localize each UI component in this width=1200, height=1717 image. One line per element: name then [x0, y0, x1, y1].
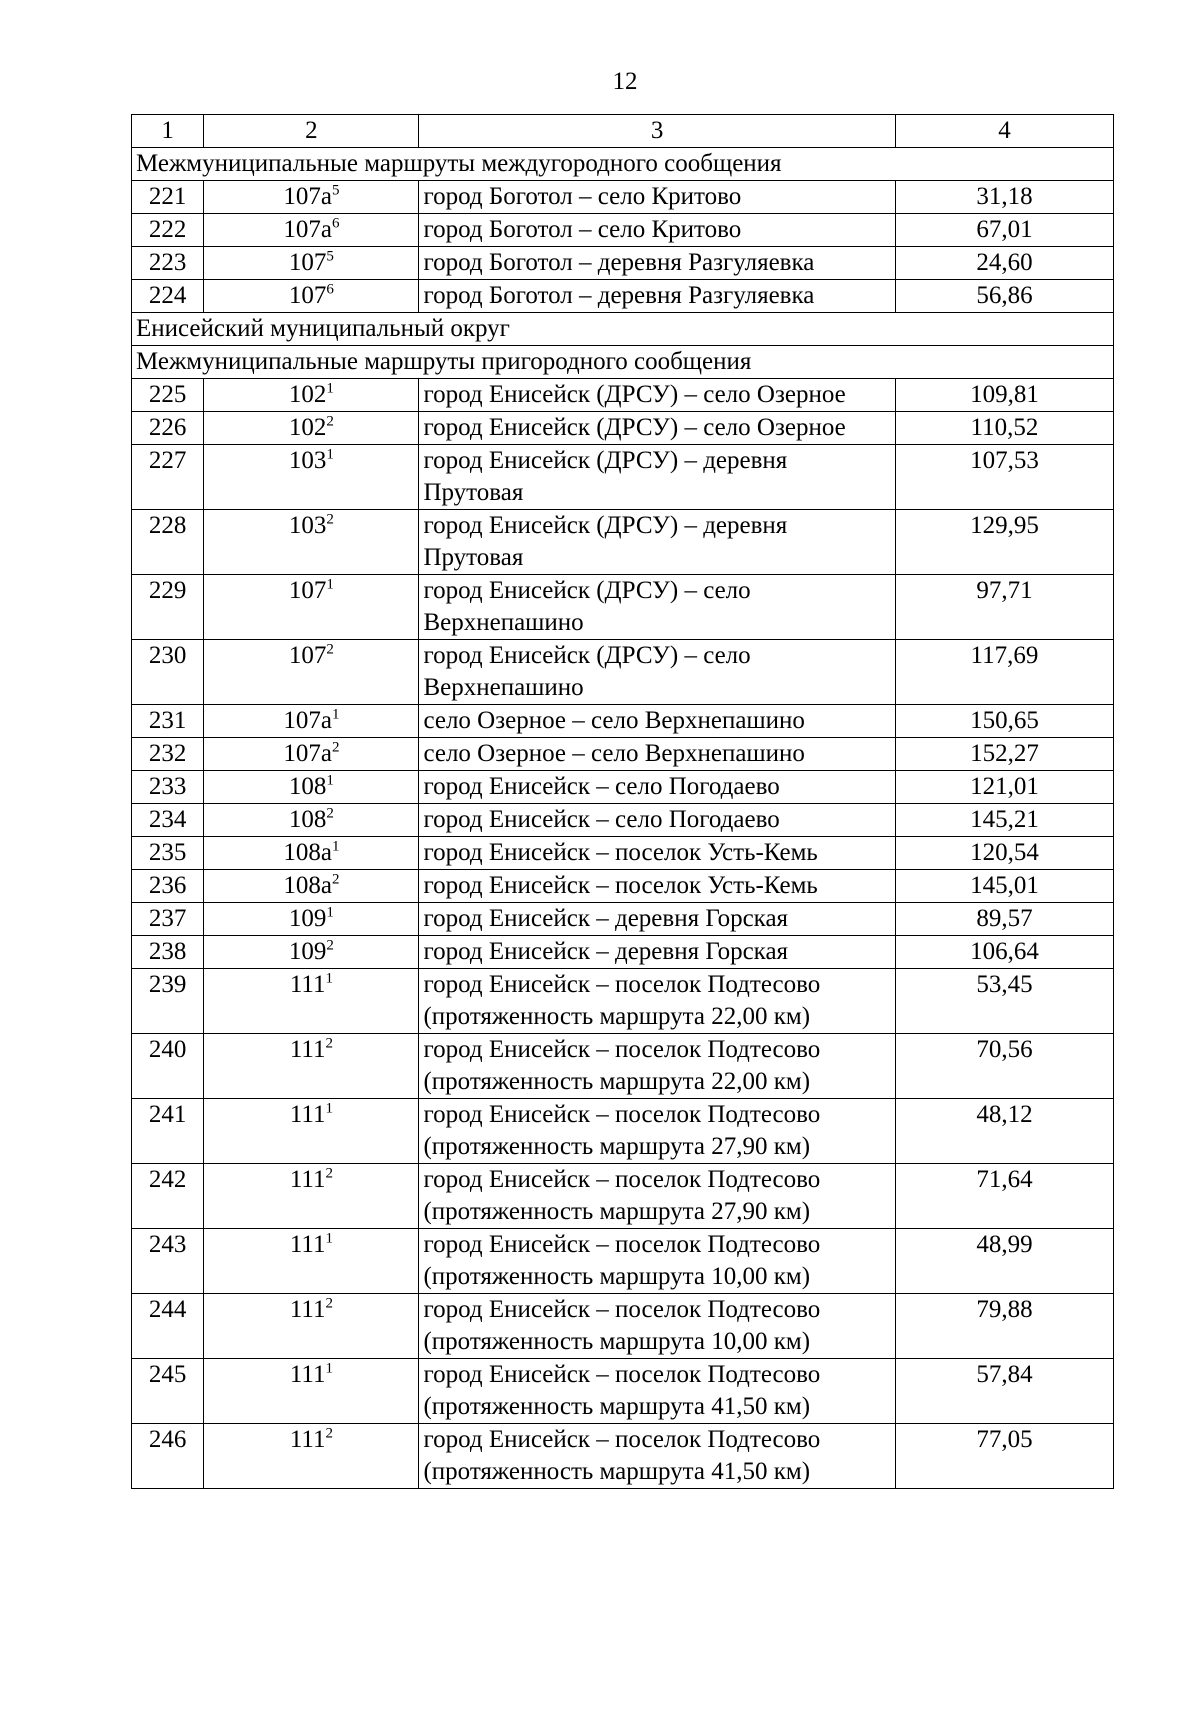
route-number [204, 214, 419, 247]
route-value: 150,65 [895, 705, 1113, 738]
route-number [204, 575, 419, 640]
route-number [204, 412, 419, 445]
table-row [132, 837, 1114, 870]
row-number: 226 [132, 412, 204, 445]
route-number-base: 111 [289, 1231, 326, 1258]
route-value: 120,54 [895, 837, 1113, 870]
route-number-base: 107 [288, 249, 327, 276]
route-number-superscript: 1 [325, 970, 333, 987]
table-row [132, 705, 1114, 738]
row-number: 231 [132, 705, 204, 738]
route-number-superscript: 1 [325, 1360, 333, 1377]
route-number-base: 111 [289, 1036, 326, 1063]
route-name: город Боготол – деревня Разгуляевка [419, 247, 895, 280]
route-value: 152,27 [895, 738, 1113, 771]
route-value: 145,01 [895, 870, 1113, 903]
route-value: 106,64 [895, 936, 1113, 969]
table-row [132, 1229, 1114, 1294]
route-name: город Енисейск (ДРСУ) – село Верхнепашино [419, 575, 895, 640]
route-number-superscript: 2 [331, 739, 340, 756]
route-value: 145,21 [895, 804, 1113, 837]
route-number [204, 1359, 419, 1424]
route-number-base: 107 [288, 577, 327, 604]
row-number: 238 [132, 936, 204, 969]
route-number-base: 111 [289, 1426, 326, 1453]
route-number-base: 111 [289, 1101, 326, 1128]
route-number-base: 109 [288, 905, 327, 932]
table-row [132, 640, 1114, 705]
row-number: 244 [132, 1294, 204, 1359]
route-number-superscript: 2 [325, 1295, 333, 1312]
route-name: город Енисейск – поселок Подтесово (протяженность маршрута 22,00 км) [419, 1034, 895, 1099]
route-number-base: 107а [283, 740, 332, 767]
route-value: 57,84 [895, 1359, 1113, 1424]
row-number: 239 [132, 969, 204, 1034]
route-number-superscript: 2 [325, 1425, 333, 1442]
header-col-3: 3 [419, 115, 895, 148]
route-number-superscript: 5 [326, 248, 334, 265]
table-row [132, 1294, 1114, 1359]
route-number-base: 107а [283, 216, 332, 243]
route-name: город Енисейск – деревня Горская [419, 903, 895, 936]
route-number-base: 107а [283, 183, 332, 210]
route-name: город Енисейск – поселок Подтесово (протяженность маршрута 41,50 км) [419, 1359, 895, 1424]
row-number: 236 [132, 870, 204, 903]
table-row [132, 1034, 1114, 1099]
table-row [132, 280, 1114, 313]
route-number-superscript: 1 [331, 706, 340, 723]
route-name: город Енисейск – поселок Усть-Кемь [419, 870, 895, 903]
header-row [132, 115, 1114, 148]
row-number: 246 [132, 1424, 204, 1489]
route-number [204, 1424, 419, 1489]
route-value: 97,71 [895, 575, 1113, 640]
section-row [132, 148, 1114, 181]
section-row [132, 346, 1114, 379]
route-name: город Енисейск (ДРСУ) – село Озерное [419, 412, 895, 445]
route-number-superscript: 1 [331, 838, 340, 855]
route-number-superscript: 2 [325, 1035, 333, 1052]
route-number [204, 247, 419, 280]
route-name: село Озерное – село Верхнепашино [419, 738, 895, 771]
route-number-base: 107а [283, 707, 332, 734]
route-number-superscript: 6 [326, 281, 334, 298]
route-value: 56,86 [895, 280, 1113, 313]
route-number [204, 181, 419, 214]
table-row [132, 804, 1114, 837]
route-name: село Озерное – село Верхнепашино [419, 705, 895, 738]
route-value: 70,56 [895, 1034, 1113, 1099]
route-number-base: 107 [288, 642, 327, 669]
route-name: город Енисейск – поселок Подтесово (протяженность маршрута 22,00 км) [419, 969, 895, 1034]
route-number [204, 837, 419, 870]
route-value: 24,60 [895, 247, 1113, 280]
route-name: город Енисейск (ДРСУ) – деревня Прутовая [419, 445, 895, 510]
route-name: город Енисейск – деревня Горская [419, 936, 895, 969]
route-value: 110,52 [895, 412, 1113, 445]
row-number: 224 [132, 280, 204, 313]
route-number [204, 1034, 419, 1099]
route-number-base: 108 [288, 806, 327, 833]
route-value: 129,95 [895, 510, 1113, 575]
route-name: город Енисейск (ДРСУ) – село Озерное [419, 379, 895, 412]
route-name: город Енисейск – поселок Усть-Кемь [419, 837, 895, 870]
route-name: город Боготол – село Критово [419, 181, 895, 214]
section-row [132, 313, 1114, 346]
route-number-superscript: 2 [326, 413, 334, 430]
route-number [204, 771, 419, 804]
route-number-superscript: 1 [325, 1230, 333, 1247]
table-row [132, 247, 1114, 280]
route-number-base: 111 [289, 971, 326, 998]
route-number-base: 103 [288, 447, 327, 474]
table-row [132, 445, 1114, 510]
table-row [132, 903, 1114, 936]
route-value: 71,64 [895, 1164, 1113, 1229]
table-row [132, 379, 1114, 412]
route-number [204, 903, 419, 936]
table-row [132, 738, 1114, 771]
row-number: 228 [132, 510, 204, 575]
route-number-base: 103 [288, 512, 327, 539]
route-number-superscript: 1 [326, 446, 334, 463]
table-row [132, 771, 1114, 804]
table-row [132, 181, 1114, 214]
route-number-base: 108 [288, 773, 327, 800]
route-number-base: 109 [288, 938, 327, 965]
route-number [204, 640, 419, 705]
route-name: город Енисейск – поселок Подтесово (протяженность маршрута 41,50 км) [419, 1424, 895, 1489]
route-number [204, 936, 419, 969]
route-number [204, 804, 419, 837]
route-name: город Енисейск – поселок Подтесово (протяженность маршрута 10,00 км) [419, 1229, 895, 1294]
row-number: 245 [132, 1359, 204, 1424]
row-number: 235 [132, 837, 204, 870]
route-number-superscript: 2 [331, 871, 340, 888]
route-value: 67,01 [895, 214, 1113, 247]
route-value: 53,45 [895, 969, 1113, 1034]
section-title: Межмуниципальные маршруты пригородного сообщения [132, 346, 1114, 379]
header-col-2: 2 [204, 115, 419, 148]
route-number [204, 1099, 419, 1164]
table-row [132, 870, 1114, 903]
route-number-superscript: 1 [326, 380, 334, 397]
row-number: 241 [132, 1099, 204, 1164]
route-value: 31,18 [895, 181, 1113, 214]
route-value: 107,53 [895, 445, 1113, 510]
route-name: город Енисейск (ДРСУ) – село Верхнепашино [419, 640, 895, 705]
route-name: город Боготол – село Критово [419, 214, 895, 247]
route-number [204, 969, 419, 1034]
header-col-1: 1 [132, 115, 204, 148]
row-number: 223 [132, 247, 204, 280]
row-number: 225 [132, 379, 204, 412]
row-number: 243 [132, 1229, 204, 1294]
row-number: 237 [132, 903, 204, 936]
table-row [132, 412, 1114, 445]
section-title: Енисейский муниципальный округ [132, 313, 1114, 346]
route-number [204, 1294, 419, 1359]
row-number: 221 [132, 181, 204, 214]
route-value: 48,99 [895, 1229, 1113, 1294]
route-number-base: 108а [283, 839, 332, 866]
route-number-base: 111 [289, 1296, 326, 1323]
route-name: город Енисейск – поселок Подтесово (протяженность маршрута 27,90 км) [419, 1099, 895, 1164]
table-row [132, 214, 1114, 247]
route-name: город Енисейск (ДРСУ) – деревня Прутовая [419, 510, 895, 575]
route-value: 77,05 [895, 1424, 1113, 1489]
route-name: город Боготол – деревня Разгуляевка [419, 280, 895, 313]
route-number [204, 510, 419, 575]
row-number: 230 [132, 640, 204, 705]
route-name: город Енисейск – село Погодаево [419, 804, 895, 837]
route-number-superscript: 1 [326, 772, 334, 789]
route-number [204, 1164, 419, 1229]
page-number: 12 [612, 68, 638, 95]
route-number-superscript: 2 [326, 805, 334, 822]
route-number [204, 705, 419, 738]
route-number-superscript: 1 [326, 904, 334, 921]
table-row [132, 969, 1114, 1034]
row-number: 240 [132, 1034, 204, 1099]
route-number-base: 108а [283, 872, 332, 899]
route-value: 121,01 [895, 771, 1113, 804]
route-number-superscript: 2 [325, 1165, 333, 1182]
table-row [132, 1359, 1114, 1424]
table-row [132, 1099, 1114, 1164]
route-number-superscript: 5 [331, 182, 340, 199]
route-number [204, 280, 419, 313]
table-row [132, 936, 1114, 969]
route-number-superscript: 2 [326, 937, 334, 954]
row-number: 233 [132, 771, 204, 804]
route-number [204, 1229, 419, 1294]
route-name: город Енисейск – поселок Подтесово (протяженность маршрута 10,00 км) [419, 1294, 895, 1359]
route-value: 79,88 [895, 1294, 1113, 1359]
row-number: 234 [132, 804, 204, 837]
table-row [132, 1164, 1114, 1229]
route-value: 89,57 [895, 903, 1113, 936]
route-number-base: 111 [289, 1166, 326, 1193]
row-number: 242 [132, 1164, 204, 1229]
row-number: 232 [132, 738, 204, 771]
route-name: город Енисейск – поселок Подтесово (протяженность маршрута 27,90 км) [419, 1164, 895, 1229]
row-number: 229 [132, 575, 204, 640]
row-number: 227 [132, 445, 204, 510]
table-row [132, 1424, 1114, 1489]
table-row [132, 510, 1114, 575]
route-number-superscript: 1 [325, 1100, 333, 1117]
route-number-superscript: 6 [331, 215, 340, 232]
header-col-4: 4 [895, 115, 1113, 148]
route-value: 48,12 [895, 1099, 1113, 1164]
route-value: 109,81 [895, 379, 1113, 412]
row-number: 222 [132, 214, 204, 247]
route-number [204, 445, 419, 510]
route-number-base: 102 [288, 414, 327, 441]
section-title: Межмуниципальные маршруты междугородного сообщения [132, 148, 1114, 181]
route-number-base: 107 [288, 282, 327, 309]
route-number-base: 102 [288, 381, 327, 408]
route-number [204, 379, 419, 412]
route-number-superscript: 2 [326, 641, 334, 658]
route-number-superscript: 1 [326, 576, 334, 593]
table-row [132, 575, 1114, 640]
route-number [204, 870, 419, 903]
routes-table [131, 114, 1114, 1489]
route-number [204, 738, 419, 771]
route-name: город Енисейск – село Погодаево [419, 771, 895, 804]
route-number-base: 111 [289, 1361, 326, 1388]
route-number-superscript: 2 [326, 511, 334, 528]
route-value: 117,69 [895, 640, 1113, 705]
